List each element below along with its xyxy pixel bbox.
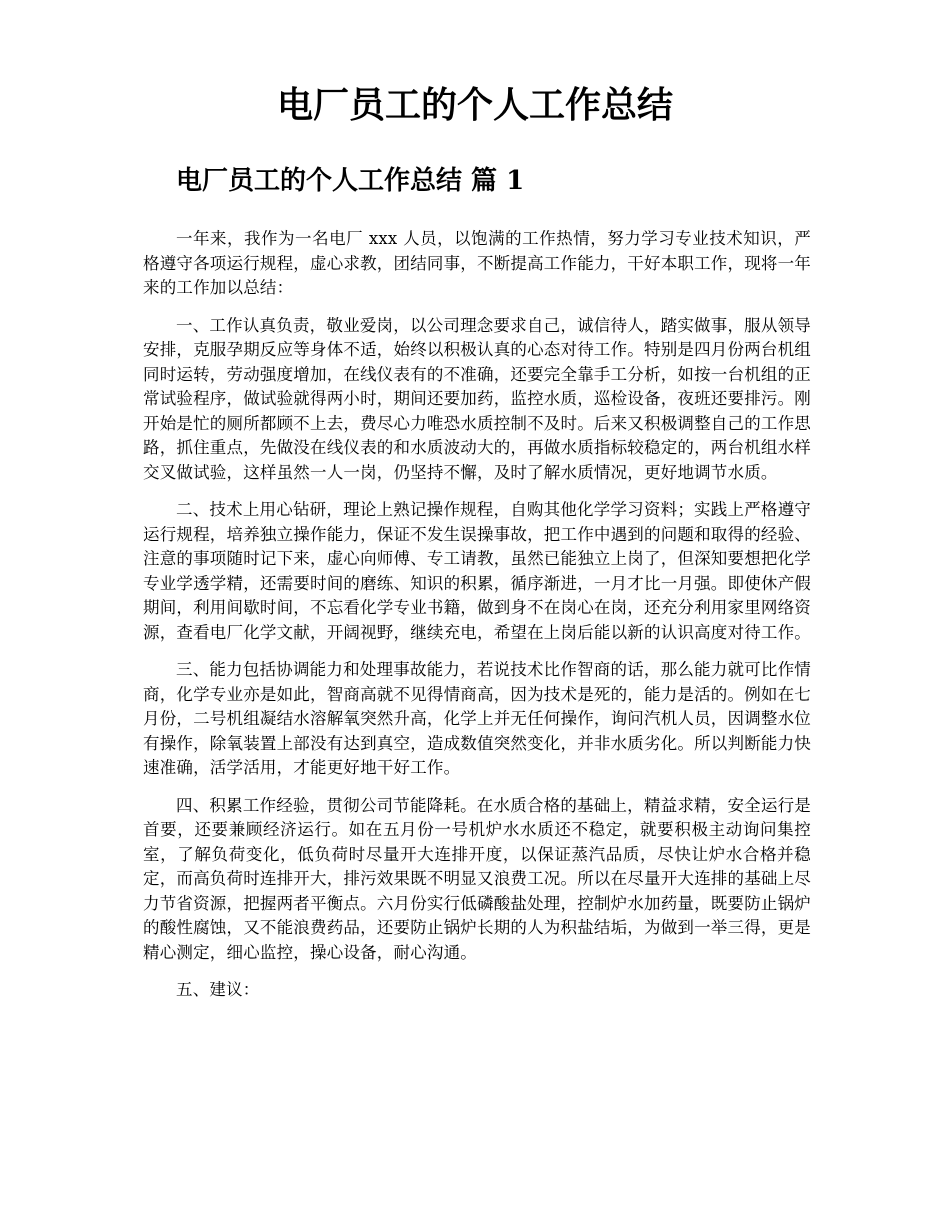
paragraph-point-5: 五、建议： (176, 980, 260, 999)
paragraph-point-3: 三、能力包括协调能力和处理事故能力，若说技术比作智商的话，那么能力就可比作情商，化学专业亦是如此，智商高就不见得情商高，因为技术是死的，能力是活的。例如在七月份，二号机组凝结水溶解氧突然升高，化学上并无任何操作，询问汽机人员，因调整水位有操作，除氧装置上部没有达到真空，造成数值突然变化，并非水质劣化。所以判断能力快速准确，活学活用，才能更好地干好工作。 (143, 660, 811, 777)
paragraph-intro: 一年来，我作为一名电厂 xxx 人员，以饱满的工作热情，努力学习专业技术知识，严格遵守各项运行规程，虚心求教，团结同事，不断提高工作能力，干好本职工作，现将一年来的工作加以总结： (143, 229, 811, 297)
document-body (143, 227, 811, 1016)
paragraph-point-4: 四、积累工作经验，贯彻公司节能降耗。在水质合格的基础上，精益求精，安全运行是首要，还要兼顾经济运行。如在五月份一号机炉水水质还不稳定，就要积极主动询问集控室，了解负荷变化，低负荷时尽量开大连排开度，以保证蒸汽品质，尽快让炉水合格并稳定，而高负荷时连排开大，排污效果既不明显又浪费工况。所以在尽量开大连排的基础上尽力节省资源，把握两者平衡点。六月份实行低磷酸盐处理，控制炉水加药量，既要防止锅炉的酸性腐蚀，又不能浪费药品，还要防止锅炉长期的人为积盐结垢，为做到一举三得，更是精心测定，细心监控，操心设备，耐心沟通。 (143, 795, 811, 962)
paragraph-point-1: 一、工作认真负责，敬业爱岗，以公司理念要求自己，诚信待人，踏实做事，服从领导安排，克服孕期反应等身体不适，始终以积极认真的心态对待工作。特别是四月份两台机组同时运转，劳动强度增加，在线仪表有的不准确，还要完全靠手工分析，如按一台机组的正常试验程序，做试验就得两小时，期间还要加药，监控水质，巡检设备，夜班还要排污。刚开始是忙的厕所都顾不上去，费尽心力唯恐水质控制不及时。后来又积极调整自己的工作思路，抓住重点，先做没在线仪表的和水质波动大的，再做水质指标较稳定的，两台机组水样交叉做试验，这样虽然一人一岗，仍坚持不懈，及时了解水质情况，更好地调节水质。 (143, 315, 811, 482)
section-heading: 电厂员工的个人工作总结 篇 1 (176, 166, 525, 196)
paragraph-point-2: 二、技术上用心钻研，理论上熟记操作规程，自购其他化学学习资料；实践上严格遵守运行规程，培养独立操作能力，保证不发生误操事故，把工作中遇到的问题和取得的经验、注意的事项随时记下来，虚心向师傅、专工请教，虽然已能独立上岗了，但深知要想把化学专业学透学精，还需要时间的磨练、知识的积累，循序渐进，一月才比一月强。即使休产假期间，利用间歇时间，不忘看化学专业书籍，做到身不在岗心在岗，还充分利用家里网络资源，查看电厂化学文献，开阔视野，继续充电，希望在上岗后能以新的认识高度对待工作。 (143, 500, 811, 642)
document-title: 电厂员工的个人工作总结 (276, 84, 673, 126)
